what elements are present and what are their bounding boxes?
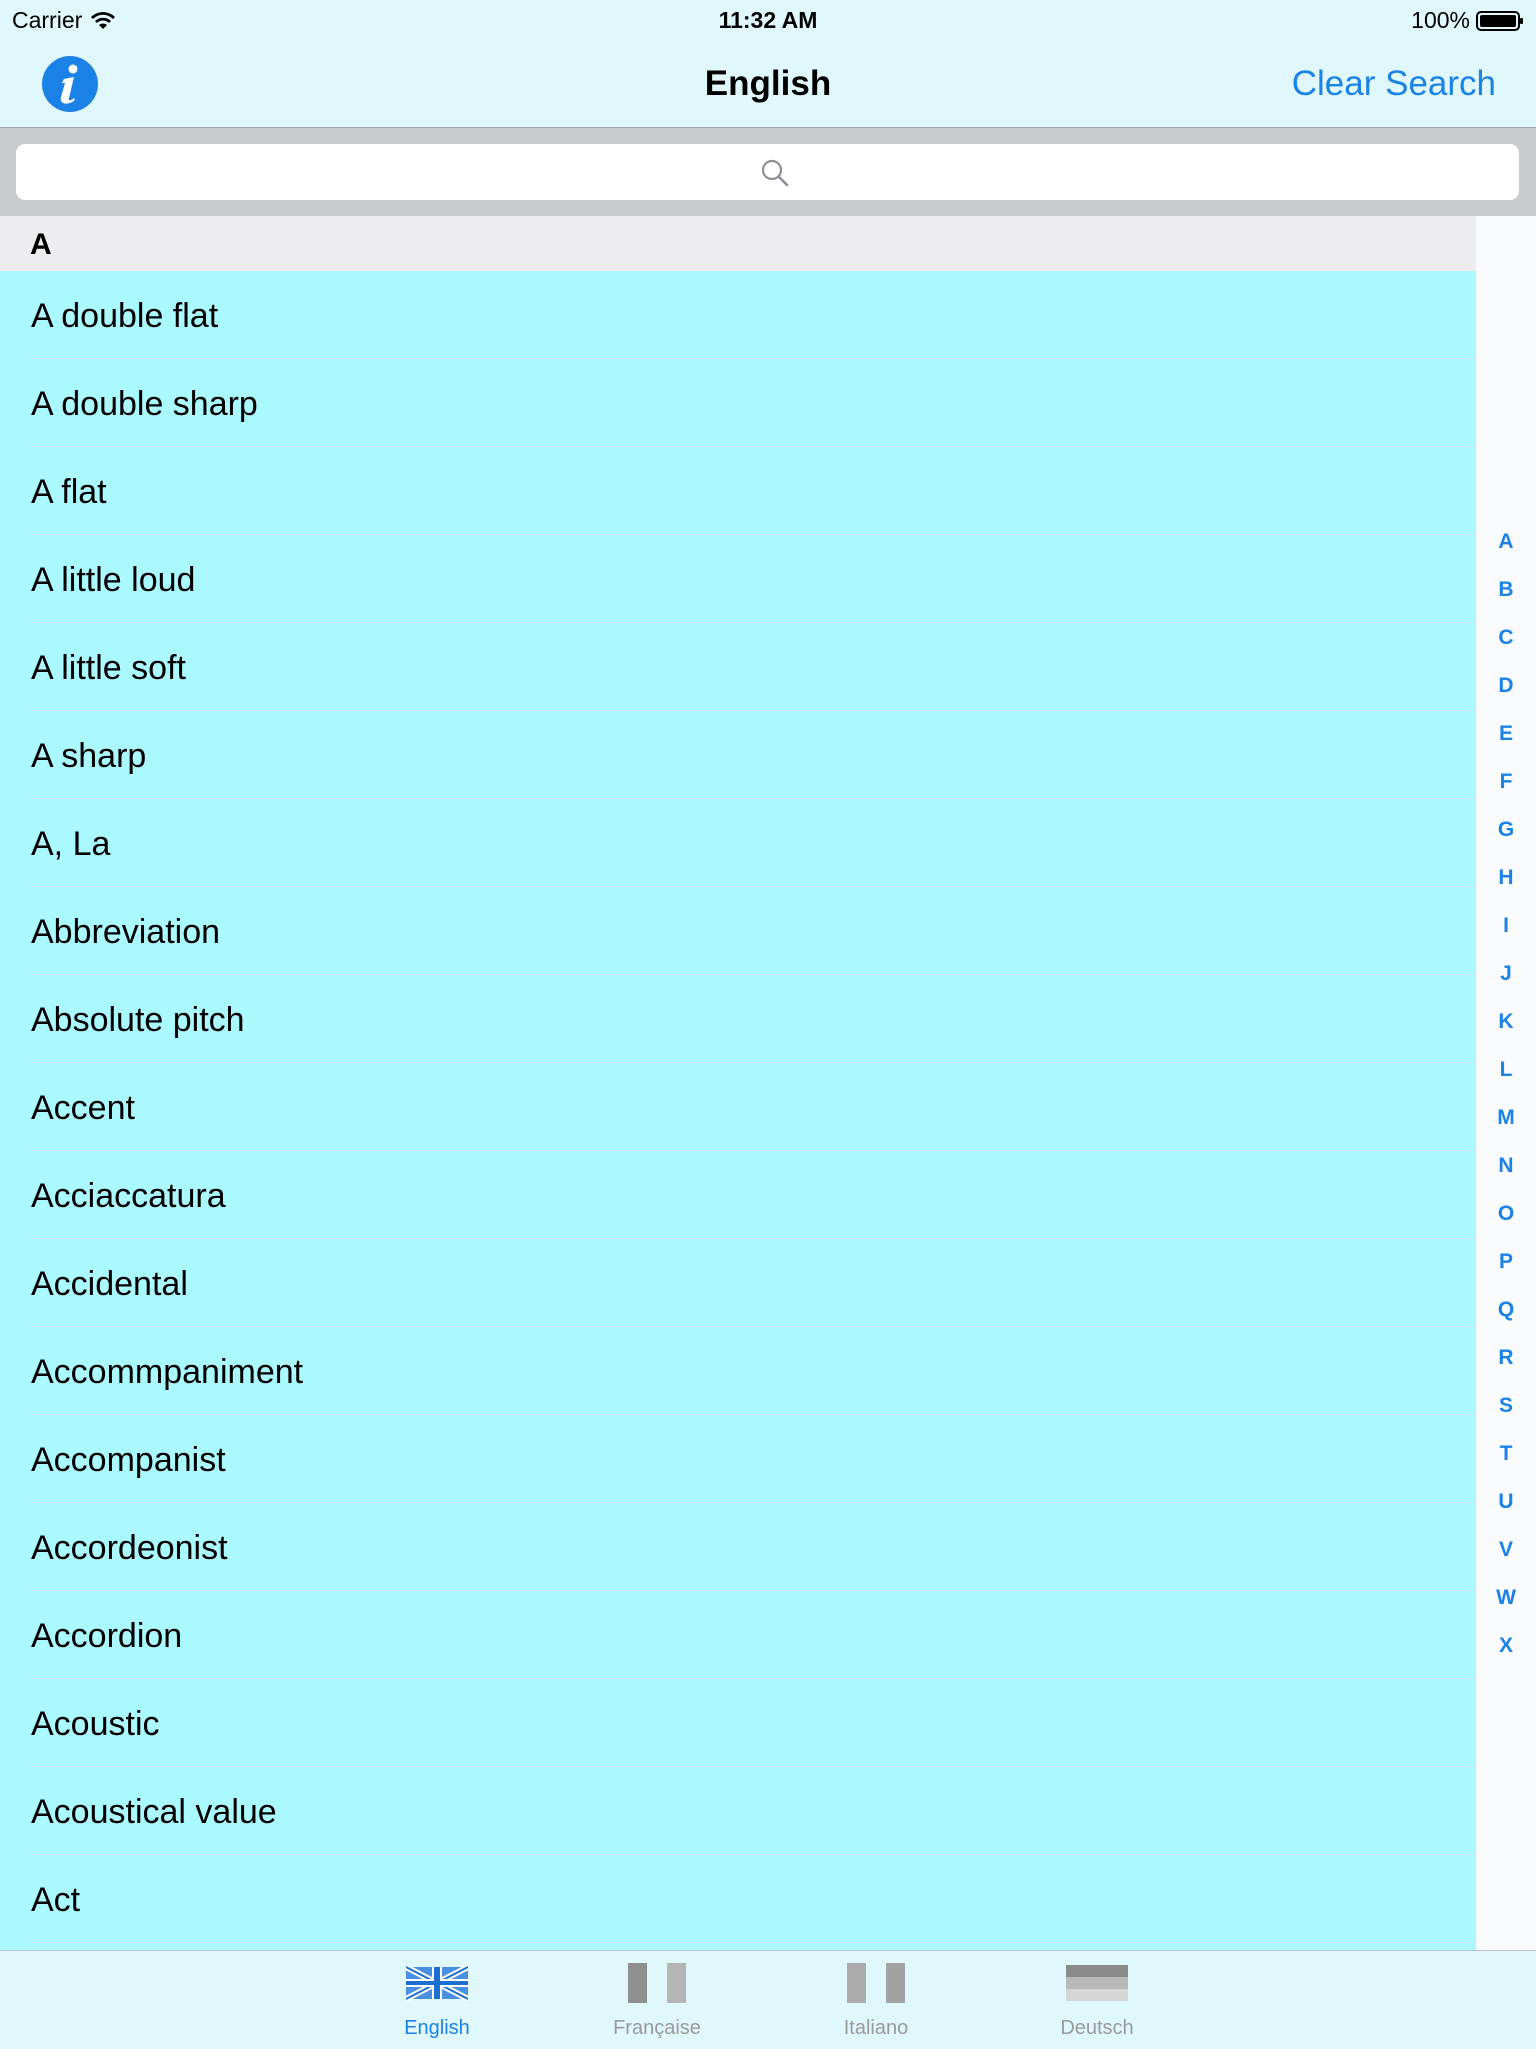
index-letter[interactable]: K	[1498, 1010, 1514, 1033]
list-item-label: Accidental	[31, 1265, 188, 1303]
index-letter[interactable]: B	[1498, 578, 1514, 601]
list-item-label: Acoustic	[31, 1705, 160, 1743]
list-item-label: A double sharp	[31, 385, 258, 423]
list-item-label: Acoustical value	[31, 1793, 277, 1831]
tab-label: English	[404, 2017, 470, 2039]
index-letter[interactable]: L	[1499, 1058, 1513, 1081]
section-index-list	[1476, 518, 1536, 1670]
germany-flag-icon	[1066, 1963, 1128, 2003]
index-letter[interactable]: W	[1496, 1586, 1516, 1609]
list-item[interactable]	[30, 1063, 1476, 1151]
tab-label: Italiano	[843, 2017, 909, 2039]
index-letter[interactable]: V	[1498, 1538, 1513, 1561]
list-item[interactable]	[30, 1591, 1476, 1679]
list-item-label: Accent	[31, 1089, 135, 1127]
list-item-label: A little loud	[31, 561, 196, 599]
index-letter[interactable]: O	[1497, 1202, 1515, 1225]
italy-flag-icon	[845, 1963, 907, 2003]
index-letter[interactable]: A	[1498, 530, 1514, 553]
tab-label: Française	[613, 2017, 701, 2039]
index-letter[interactable]: D	[1498, 674, 1514, 697]
index-letter[interactable]: G	[1497, 818, 1515, 841]
list-item[interactable]	[30, 623, 1476, 711]
list-item[interactable]	[30, 1415, 1476, 1503]
index-letter[interactable]: F	[1499, 770, 1513, 793]
index-letter[interactable]: C	[1498, 626, 1514, 649]
battery-percent: 100%	[1411, 7, 1470, 33]
list-item-label: A double flat	[31, 297, 219, 335]
battery-icon	[1476, 10, 1524, 32]
page-title: English	[704, 64, 832, 103]
list-item-label: Accommpaniment	[31, 1353, 304, 1391]
term-rows	[0, 271, 1476, 1943]
index-letter[interactable]: T	[1499, 1442, 1513, 1465]
france-flag-icon	[626, 1963, 688, 2003]
list-item[interactable]	[30, 975, 1476, 1063]
list-item[interactable]	[30, 711, 1476, 799]
clear-search-button[interactable]: Clear Search	[1291, 64, 1496, 103]
index-letter[interactable]: R	[1498, 1346, 1514, 1369]
list-item[interactable]	[30, 359, 1476, 447]
search-input[interactable]	[16, 144, 1519, 200]
list-item-label: A sharp	[31, 737, 147, 775]
tab-italian[interactable]	[776, 1963, 976, 2047]
list-item-label: Act	[31, 1881, 81, 1919]
index-letter[interactable]: H	[1498, 866, 1514, 889]
search-icon	[760, 158, 790, 188]
tab-german[interactable]	[997, 1963, 1197, 2047]
list-item-label: Accordion	[31, 1617, 183, 1655]
list-item[interactable]	[30, 1855, 1476, 1943]
list-item[interactable]	[30, 1679, 1476, 1767]
list-item-label: A, La	[31, 825, 111, 863]
carrier-label: Carrier	[12, 7, 83, 33]
status-battery	[1411, 7, 1524, 34]
tab-bar	[0, 1950, 1536, 2049]
term-list[interactable]	[0, 216, 1476, 1950]
index-letter[interactable]: E	[1498, 722, 1513, 745]
navigation-bar	[0, 40, 1536, 128]
tab-french[interactable]	[557, 1963, 757, 2047]
list-item-label: Absolute pitch	[31, 1001, 245, 1039]
tab-label: Deutsch	[1060, 2017, 1134, 2039]
list-item[interactable]	[30, 799, 1476, 887]
index-letter[interactable]: N	[1498, 1154, 1514, 1177]
list-item-label: A little soft	[31, 649, 186, 687]
index-letter[interactable]: M	[1497, 1106, 1515, 1129]
index-letter[interactable]: I	[1503, 914, 1509, 937]
uk-flag-icon	[406, 1963, 468, 2003]
section-header	[0, 216, 1476, 271]
list-item[interactable]	[30, 1151, 1476, 1239]
list-item-label: Accordeonist	[31, 1529, 228, 1567]
list-item[interactable]	[30, 1767, 1476, 1855]
list-item[interactable]	[30, 1503, 1476, 1591]
index-letter[interactable]: S	[1498, 1394, 1513, 1417]
tab-english[interactable]	[337, 1963, 537, 2047]
index-letter[interactable]: P	[1498, 1250, 1513, 1273]
index-letter[interactable]: J	[1500, 962, 1512, 985]
section-header-label: A	[30, 228, 52, 261]
list-item[interactable]	[30, 1327, 1476, 1415]
list-item[interactable]	[30, 1239, 1476, 1327]
search-bar	[0, 128, 1536, 216]
list-item-label: Accompanist	[31, 1441, 226, 1479]
list-item[interactable]	[30, 887, 1476, 975]
list-item[interactable]	[30, 535, 1476, 623]
list-item-label: Abbreviation	[31, 913, 221, 951]
list-item[interactable]	[30, 271, 1476, 359]
index-letter[interactable]: Q	[1497, 1298, 1515, 1321]
status-time: 11:32 AM	[718, 7, 818, 33]
list-item-label: Acciaccatura	[31, 1177, 226, 1215]
list-item-label: A flat	[31, 473, 107, 511]
index-letter[interactable]: X	[1498, 1634, 1513, 1657]
list-item[interactable]	[30, 447, 1476, 535]
status-bar	[0, 0, 1536, 40]
section-index[interactable]	[1476, 216, 1536, 1950]
index-letter[interactable]: U	[1498, 1490, 1514, 1513]
